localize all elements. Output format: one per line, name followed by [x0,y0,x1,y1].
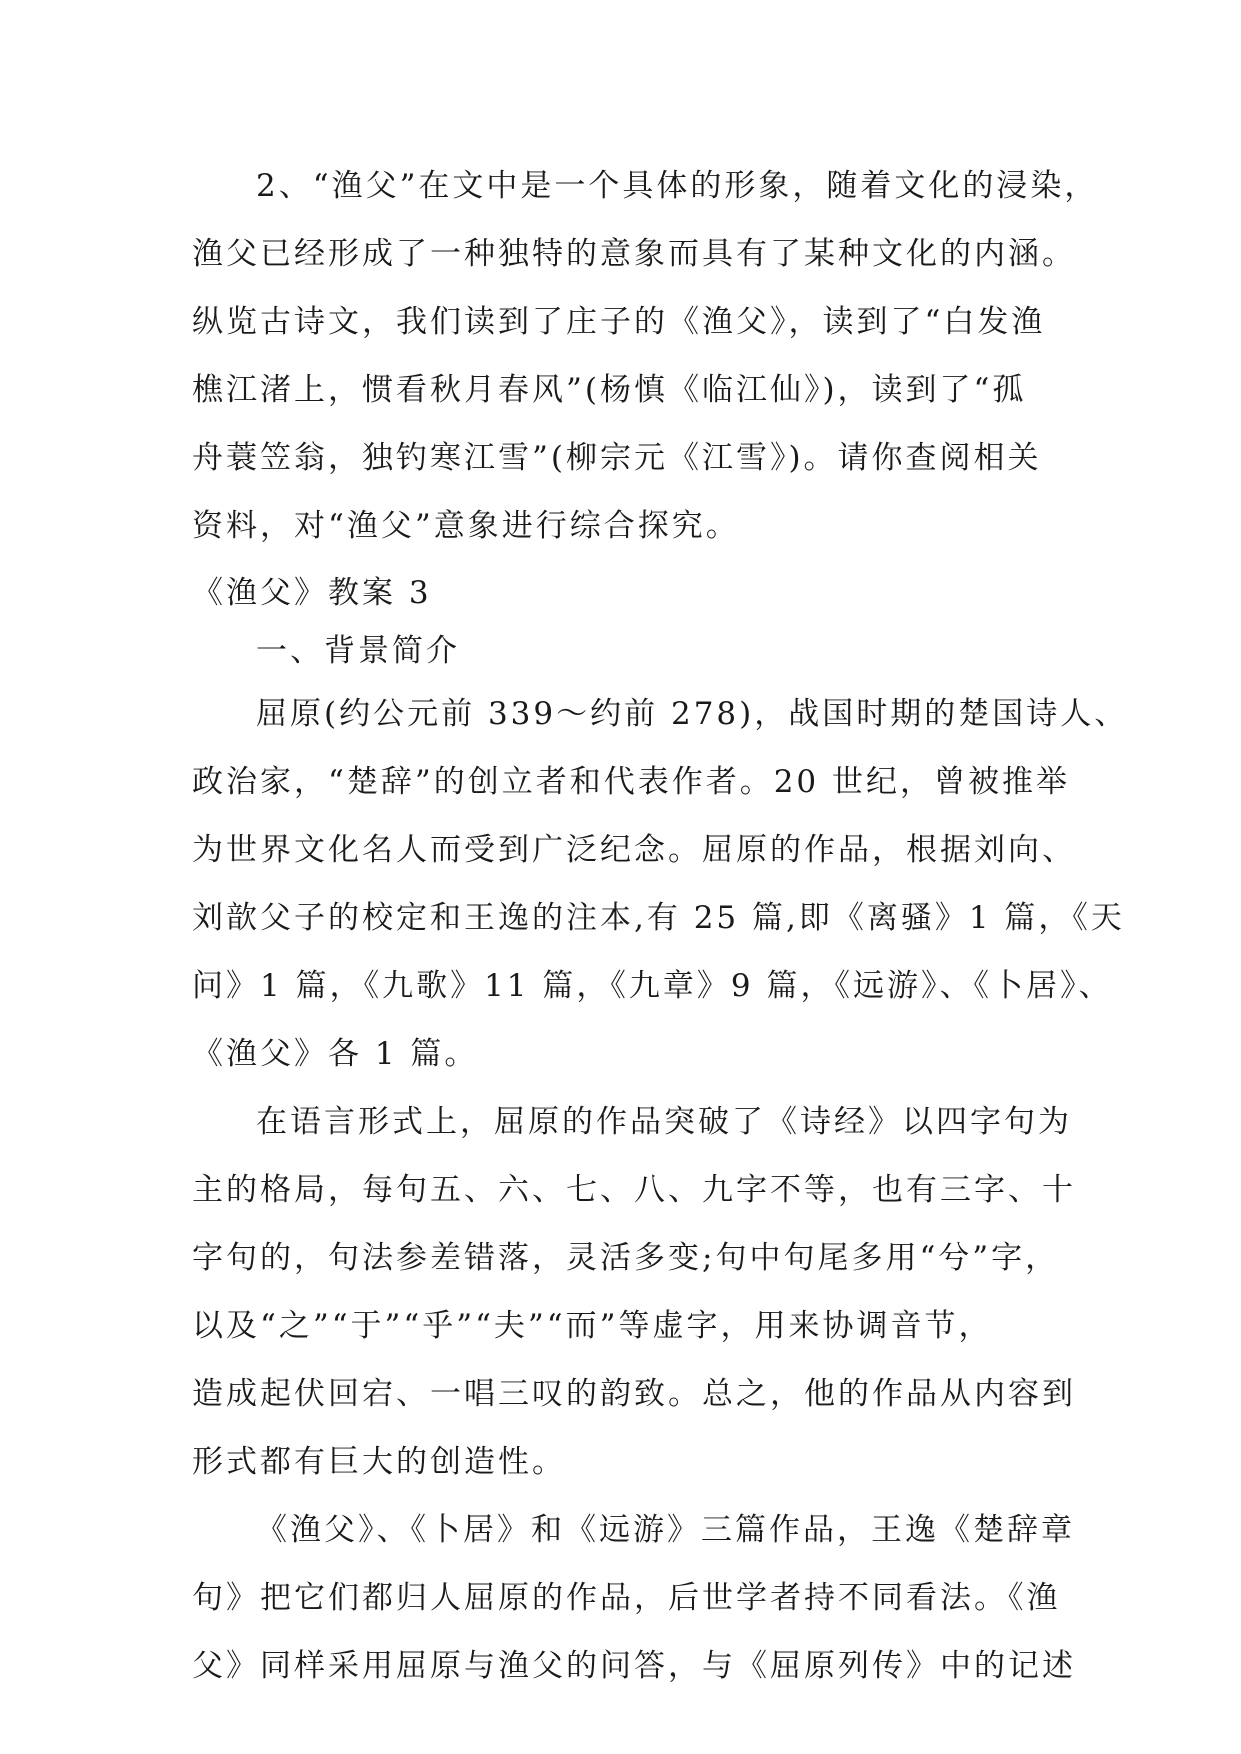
text-line: 屈原(约公元前 339～约前 278)，战国时期的楚国诗人、 [256,696,1129,732]
text-line: 以及“之”“于”“乎”“夫”“而”等虚字，用来协调音节， [192,1308,993,1344]
text-line: 《渔父》、《卜居》和《远游》三篇作品，王逸《楚辞章 [256,1512,1075,1548]
text-line: 父》同样采用屈原与渔父的问答，与《屈原列传》中的记述 [192,1648,1076,1684]
text-line: 造成起伏回宕、一唱三叹的韵致。总之，他的作品从内容到 [192,1376,1076,1412]
text-line: 舟蓑笠翁，独钓寒江雪”(柳宗元《江雪》)。请你查阅相关 [192,440,1042,476]
text-line: 在语言形式上，屈原的作品突破了《诗经》以四字句为 [256,1104,1072,1140]
subsection-title: 一、背景简介 [256,633,460,669]
text-line: 《渔父》各 1 篇。 [192,1036,479,1072]
text-line: 纵览古诗文，我们读到了庄子的《渔父》，读到了“白发渔 [192,304,1046,340]
text-line: 形式都有巨大的创造性。 [192,1444,566,1480]
text-line: 樵江渚上，惯看秋月春风”(杨慎《临江仙》)，读到了“孤 [192,372,1027,408]
section-title: 《渔父》教案 3 [192,575,432,611]
paragraph-qu-yuan [192,680,1129,1088]
text-line: 资料，对“渔父”意象进行综合探究。 [192,508,740,544]
text-line: 字句的，句法参差错落，灵活多变;句中句尾多用“兮”字， [192,1240,1060,1276]
text-line: 政治家，“楚辞”的创立者和代表作者。20 世纪，曾被推举 [192,764,1070,800]
paragraph-yufu-authorship [192,1496,1076,1700]
text-line: 问》1 篇，《九歌》11 篇，《九章》9 篇，《远游》、《卜居》、 [192,968,1113,1004]
text-line: 刘歆父子的校定和王逸的注本,有 25 篇,即《离骚》1 篇，《天 [192,900,1125,936]
text-line: 主的格局，每句五、六、七、八、九字不等，也有三字、十 [192,1172,1076,1208]
text-line: 句》把它们都归人屈原的作品，后世学者持不同看法。《渔 [192,1580,1061,1616]
text-line: 为世界文化名人而受到广泛纪念。屈原的作品，根据刘向、 [192,832,1076,868]
text-line: 2、“渔父”在文中是一个具体的形象，随着文化的浸染， [256,168,1099,204]
paragraph-yufu-imagery [192,152,1099,560]
paragraph-language-form [192,1088,1076,1496]
text-line: 渔父已经形成了一种独特的意象而具有了某种文化的内涵。 [192,236,1076,272]
section-title-block [192,564,1072,680]
